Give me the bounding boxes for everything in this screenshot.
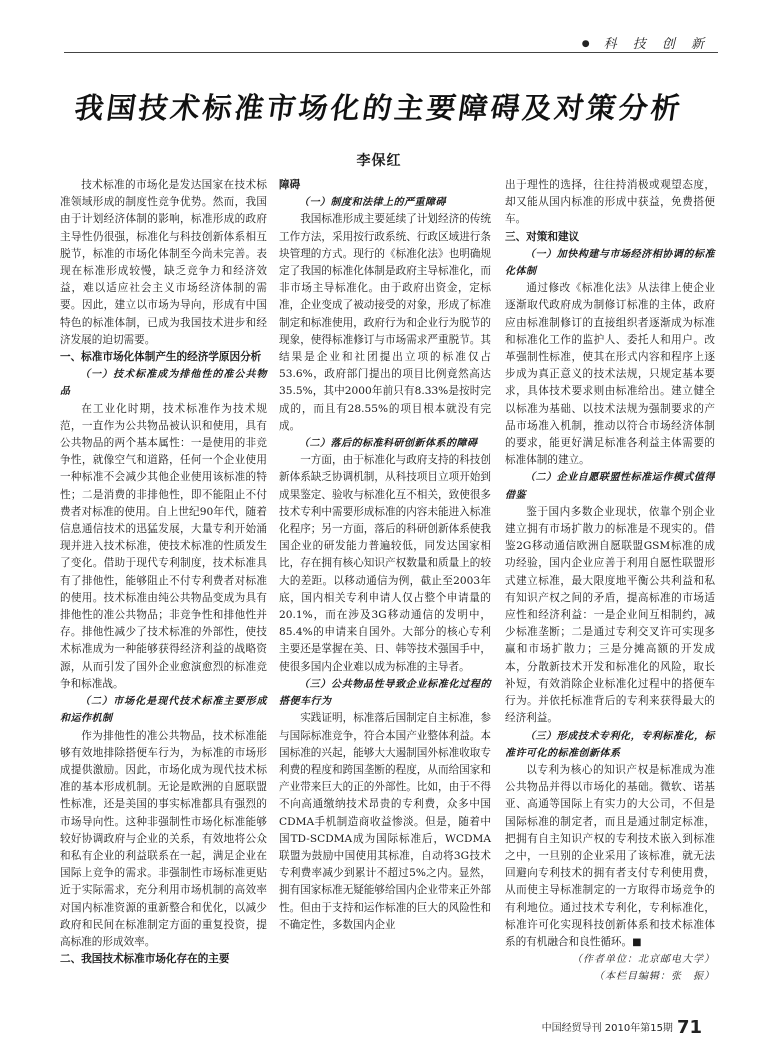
paragraph (505, 762, 715, 951)
paragraph: 我国标准形成主要延续了计划经济的传统工作方法，采用按行政系统、行政区域进行条块管理的方式。现行的《标准化法》也明确规定了我国的标准化体制是政府主导标准化，而非市场主导标准化。由于政府出资金，定标准，企业变成了被动接受的对象，形成了标准制定和标准使用，政府行为和企业行为脱节的现象，使得标准修订与市场需求严重脱节。其结果是企业和社团提出立项的标准仅占53.6%，政府部门提出的项目比例竟然高达35.5%，其中2000年前只有8.33%是按时完成的，而且有28.55%的项目根本就没有完成。 (279, 213, 491, 432)
bullet-icon: ● (581, 39, 596, 49)
paragraph: 作为排他性的准公共物品，技术标准能够有效地排除搭便车行为，为标准的市场形成提供激励。因此，市场化成为现代技术标准的基本形成机制。无论是欧洲的自愿联盟性标准，还是美国的事实标准都具有强烈的市场导向性。这种非强制性市场化标准能够较好协调政府与企业的关系，有效地将公众和私有企业的利益联系在一起，满足企业在国际上竞争的需求。非强制性市场标准更贴近于实际需求，充分利用市场机制的高效率对国内标准资源的重新整合和优化，以减少政府和民间在标准制定方面的重复投资，提高标准的形成效率。 (60, 729, 267, 948)
section-label: 科 技 创 新 (603, 37, 710, 52)
article-author: 李保红 (356, 153, 402, 169)
subsection-heading: （一）技术标准成为排他性的准公共物品 (60, 369, 267, 398)
section-heading-cont: 障碍 (279, 179, 301, 191)
page-footer (542, 1017, 702, 1038)
paragraph: 鉴于国内多数企业现状，依靠个别企业建立拥有市场扩散力的标准是不现实的。借鉴2G移动通信欧洲自愿联盟GSM标准的成功经验，国内企业应善于利用自愿性联盟形式建立标准，最大限度地平衡公共利益和私有知识产权之间的矛盾，提高标准的市场适应性和经济利益：一是企业间互相制约，减少标准垄断；二是通过专利交叉许可实现多赢和市场扩散力；三是分摊高额的开发成本，分散新技术开发和标准化的风险，取长补短，有效消除企业标准化过程中的搭便车行为。并依托标准背后的专利来获得最大的经济利益。 (505, 505, 715, 725)
paragraph: 在工业化时期，技术标准作为技术规范，一直作为公共物品被认识和使用，具有公共物品的两个基本属性：一是使用的非竞争性，就像空气和道路，任何一个企业使用一种标准不会减少其他企业使用该标准的特性；二是消费的非排他性，即不能阻止不付费者对标准的使用。自上世纪90年代，随着信息通信技术的迅猛发展，大量专利开始涌现并进入技术标准，使技术标准的性质发生了变化。借助于现代专利制度，技术标准具有了排他性，能够阻止不付专利费者对标准的使用。技术标准由纯公共物品变成为具有排他性的准公共物品；非竞争性和排他性并存。排他性减少了技术标准的外部性，使技术标准成为一种能够获得经济利益的战略资源，从而引发了国外企业愈演愈烈的标准竞争和标准战。 (60, 402, 267, 690)
page-number: 71 (676, 1017, 702, 1038)
subsection-heading: （二）落后的标准科研创新体系的障碍 (299, 438, 478, 450)
subsection-heading: （一）制度和法律上的严重障碍 (299, 197, 446, 209)
paragraph: 实践证明，标准落后国制定自主标准，参与国际标准竞争，符合本国产业整体利益。本国标准的兴起，能够大大遏制国外标准收取专利费的程度和跨国垄断的程度，从而给国家和产业带来巨大的正的外部性。比如，由于不得不向高通缴纳技术昂贵的专利费，众多中国CDMA手机制造商收益惨淡。但是，随着中国TD-SCDMA成为国际标准后，WCDMA联盟为鼓励中国使用其标准，自动将3G技术专利费率减少到累计不超过5%之内。显然，拥有国家标准无疑能够给国内企业带来正外部性。但由于支持和运作标准的巨大的风险性和不确定性，多数国内企业 (279, 712, 491, 931)
column-1 (60, 177, 267, 968)
paragraph-text: 以专利为核心的知识产权是标准成为准公共物品并得以市场化的基础。微软、诺基亚、高通等国际上有实力的大公司，不但是国际标准的制定者，而且是通过制定标准，把拥有自主知识产权的专利技术嵌入到标准之中，一旦别的企业采用了该标准，就无法回避向专利技术的拥有者支付专利使用费，从而使主导标准制定的一方取得市场竞争的有利地位。通过技术专利化，专利标准化，标准许可化实现科技创新体系和技术标准体系的有机融合和良性循环。 (505, 763, 715, 948)
column-2 (279, 177, 491, 934)
subsection-heading: （三）公共物品性导致企业标准化过程的搭便车行为 (279, 678, 491, 708)
editor-line: （本栏目编辑：张 振） (594, 971, 715, 983)
section-heading: 二、我国技术标准市场化存在的主要 (60, 953, 230, 966)
section-tag (582, 33, 710, 52)
section-heading: 一、标准市场化体制产生的经济学原因分析 (60, 351, 262, 364)
paragraph: 出于理性的选择，往往持消极或观望态度，却又能从国内标准的形成中获益，免费搭便车。 (505, 179, 715, 226)
paragraph: 通过修改《标准化法》从法律上使企业逐渐取代政府成为制修订标准的主体，政府应由标准制修订的直接组织者逐渐成为标准和标准化工作的监护人、委托人和用户。改革强制性标准，使其在形式内容和程序上逐步成为真正意义的技术法规，只规定基本要求，具体技术要求则由标准给出。建立健全以标准为基础、以技术法规为强制要求的产品市场准入机制，推动以符合市场经济体制的要求，能更好满足标准各利益主体需要的标准体制的建立。 (505, 282, 715, 467)
affiliation-line: （作者单位：北京邮电大学） (572, 954, 715, 966)
section-heading: 三、对策和建议 (505, 230, 580, 243)
header-rule (64, 52, 718, 53)
paragraph: 一方面，由于标准化与政府支持的科技创新体系缺乏协调机制，从科技项目立项开始到成果鉴定、验收与标准化互不相关，致使很多技术专利中需要形成标准的内容未能进入标准化程序；另一方面，落后的科研创新体系使我国企业的研发能力普遍较低，同发达国家相比，存在拥有核心知识产权数量和质量上的较大的差距。以移动通信为例，截止至2003年底，国内相关专利申请人仅占整个申请量的20.1%，而在涉及3G移动通信的发明中，85.4%的申请来自国外。大部分的核心专利主要还是掌握在美、日、韩等技术强国手中，使很多国内企业难以成为标准的主导者。 (279, 454, 491, 673)
end-mark-icon: ■ (632, 936, 642, 948)
column-3 (505, 177, 715, 985)
paragraph: 技术标准的市场化是发达国家在技术标准领域形成的制度性竞争优势。然而，我国由于计划经济体制的影响，标准形成的政府主导性仍很强，标准化与科技创新体系相互脱节，标准的市场化体制至今尚未完善。表现在标准形成较慢，缺乏竞争力和经济效益，难以适应社会主义市场经济体制的需要。因此，建立以市场为导向，形成有中国特色的标准体制，已成为我国技术进步和经济发展的迫切需要。 (60, 179, 267, 346)
subsection-heading: （三）形成技术专利化，专利标准化，标准许可化的标准创新体系 (505, 730, 715, 759)
author-affiliation (505, 951, 715, 985)
subsection-heading: （二）企业自愿联盟性标准运作模式值得借鉴 (505, 472, 715, 501)
subsection-heading: （一）加快构建与市场经济相协调的标准化体制 (505, 248, 715, 278)
article-title: 我国技术标准市场化的主要障碍及对策分析 (72, 91, 686, 125)
subsection-heading: （二）市场化是现代技术标准主要形成和运作机制 (60, 696, 267, 725)
journal-name: 中国经贸导刊 2010年第15期 (541, 1023, 673, 1034)
